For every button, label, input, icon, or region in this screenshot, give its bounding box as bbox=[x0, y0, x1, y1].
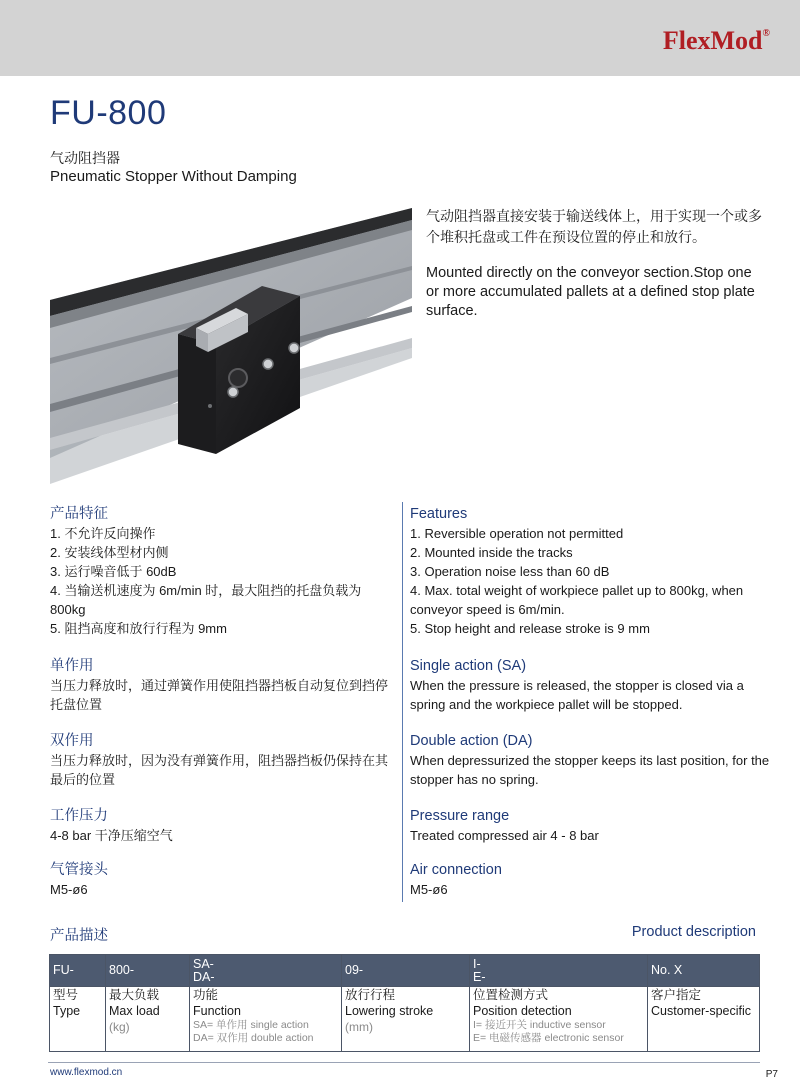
pressure-en bbox=[410, 806, 775, 845]
single-action-cn bbox=[50, 656, 400, 714]
air-connection-en bbox=[410, 860, 775, 899]
single-action-en-text: When the pressure is released, the stopper is closed via a spring and the workpiece pallet will be stopped. bbox=[410, 678, 744, 712]
brand-logo: FlexMod® bbox=[662, 26, 770, 55]
air-connection-en-title: Air connection bbox=[410, 862, 502, 878]
air-connection-cn-text: M5-ø6 bbox=[50, 882, 88, 897]
air-connection-en-text: M5-ø6 bbox=[410, 882, 448, 897]
product-description-title-en: Product description bbox=[631, 924, 756, 940]
footer-url: www.flexmod.cn bbox=[50, 1067, 123, 1078]
double-action-en-text: When depressurized the stopper keeps its last position, for the stopper has no spring. bbox=[410, 753, 770, 787]
double-action-en bbox=[410, 731, 775, 789]
features-en-title: Features bbox=[410, 506, 468, 522]
footer-divider bbox=[48, 1062, 760, 1063]
order-code-description-row bbox=[50, 987, 760, 1052]
load-cell: 最大负载 Max load (kg) bbox=[106, 987, 190, 1052]
stroke-cell: 放行行程 Lowering stroke (mm) bbox=[342, 987, 470, 1052]
features-cn-title: 产品特征 bbox=[50, 506, 108, 522]
feature-cn-item: 2. 安装线体型材内侧 bbox=[50, 545, 169, 560]
code-function: SA- DA- bbox=[190, 955, 342, 987]
custom-cell: 客户指定 Customer-specific bbox=[648, 987, 760, 1052]
function-cell: 功能 Function SA= 单作用 single action DA= 双作用 double action bbox=[190, 987, 342, 1052]
pressure-cn-title: 工作压力 bbox=[50, 808, 108, 824]
feature-en-item: 1. Reversible operation not permitted bbox=[410, 526, 624, 541]
single-action-cn-title: 单作用 bbox=[50, 658, 94, 674]
features-cn bbox=[50, 504, 400, 638]
features-en bbox=[410, 504, 775, 638]
feature-en-item: 3. Operation noise less than 60 dB bbox=[410, 564, 610, 579]
page-number: P7 bbox=[765, 1069, 778, 1080]
feature-cn-item: 5. 阻挡高度和放行行程为 9mm bbox=[50, 621, 227, 636]
code-type: FU- bbox=[50, 955, 106, 987]
product-name-cn: 气动阻挡器 bbox=[50, 150, 120, 166]
feature-cn-item: 3. 运行噪音低于 60dB bbox=[50, 564, 177, 579]
intro-en: Mounted directly on the conveyor section.Stop one or more accumulated pallets at a defined stop plate surface. bbox=[426, 265, 755, 319]
order-code-row bbox=[50, 955, 760, 987]
code-load: 800- bbox=[106, 955, 190, 987]
order-code-table bbox=[49, 954, 760, 1052]
intro-cn: 气动阻挡器直接安装于输送线体上，用于实现一个或多个堆积托盘或工件在预设位置的停止和放行。 bbox=[426, 208, 762, 245]
column-divider bbox=[402, 502, 403, 902]
double-action-cn bbox=[50, 731, 400, 789]
feature-en-item: 2. Mounted inside the tracks bbox=[410, 545, 573, 560]
type-cell: 型号 Type bbox=[50, 987, 106, 1052]
pressure-cn bbox=[50, 806, 400, 845]
code-position: I- E- bbox=[470, 955, 648, 987]
double-action-en-title: Double action (DA) bbox=[410, 733, 533, 749]
feature-en-item: 4. Max. total weight of workpiece pallet up to 800kg, when conveyor speed is 6m/min. bbox=[410, 583, 744, 617]
product-photo bbox=[50, 208, 412, 484]
code-custom: No. X bbox=[648, 955, 760, 987]
single-action-cn-text: 当压力释放时，通过弹簧作用使阻挡器挡板自动复位到挡停托盘位置 bbox=[50, 678, 389, 712]
single-action-en bbox=[410, 656, 775, 714]
pressure-cn-text: 4-8 bar 干净压缩空气 bbox=[50, 828, 173, 843]
double-action-cn-title: 双作用 bbox=[50, 733, 94, 749]
position-cell: 位置检测方式 Position detection I= 接近开关 inductive sensor E= 电磁传感器 electronic sensor bbox=[470, 987, 648, 1052]
page-title: FU-800 bbox=[50, 94, 167, 132]
feature-cn-item: 1. 不允许反向操作 bbox=[50, 526, 156, 541]
code-stroke: 09- bbox=[342, 955, 470, 987]
air-connection-cn-title: 气管接头 bbox=[50, 862, 108, 878]
feature-en-item: 5. Stop height and release stroke is 9 mm bbox=[410, 621, 650, 636]
feature-cn-item: 4. 当输送机速度为 6m/min 时，最大阻挡的托盘负载为 800kg bbox=[50, 583, 362, 617]
product-description-title-cn: 产品描述 bbox=[50, 928, 108, 944]
air-connection-cn bbox=[50, 860, 400, 899]
product-name-en: Pneumatic Stopper Without Damping bbox=[50, 168, 297, 185]
double-action-cn-text: 当压力释放时，因为没有弹簧作用，阻挡器挡板仍保持在其最后的位置 bbox=[50, 753, 389, 787]
single-action-en-title: Single action (SA) bbox=[410, 658, 527, 674]
pressure-en-text: Treated compressed air 4 - 8 bar bbox=[410, 828, 599, 843]
pressure-en-title: Pressure range bbox=[410, 808, 510, 824]
